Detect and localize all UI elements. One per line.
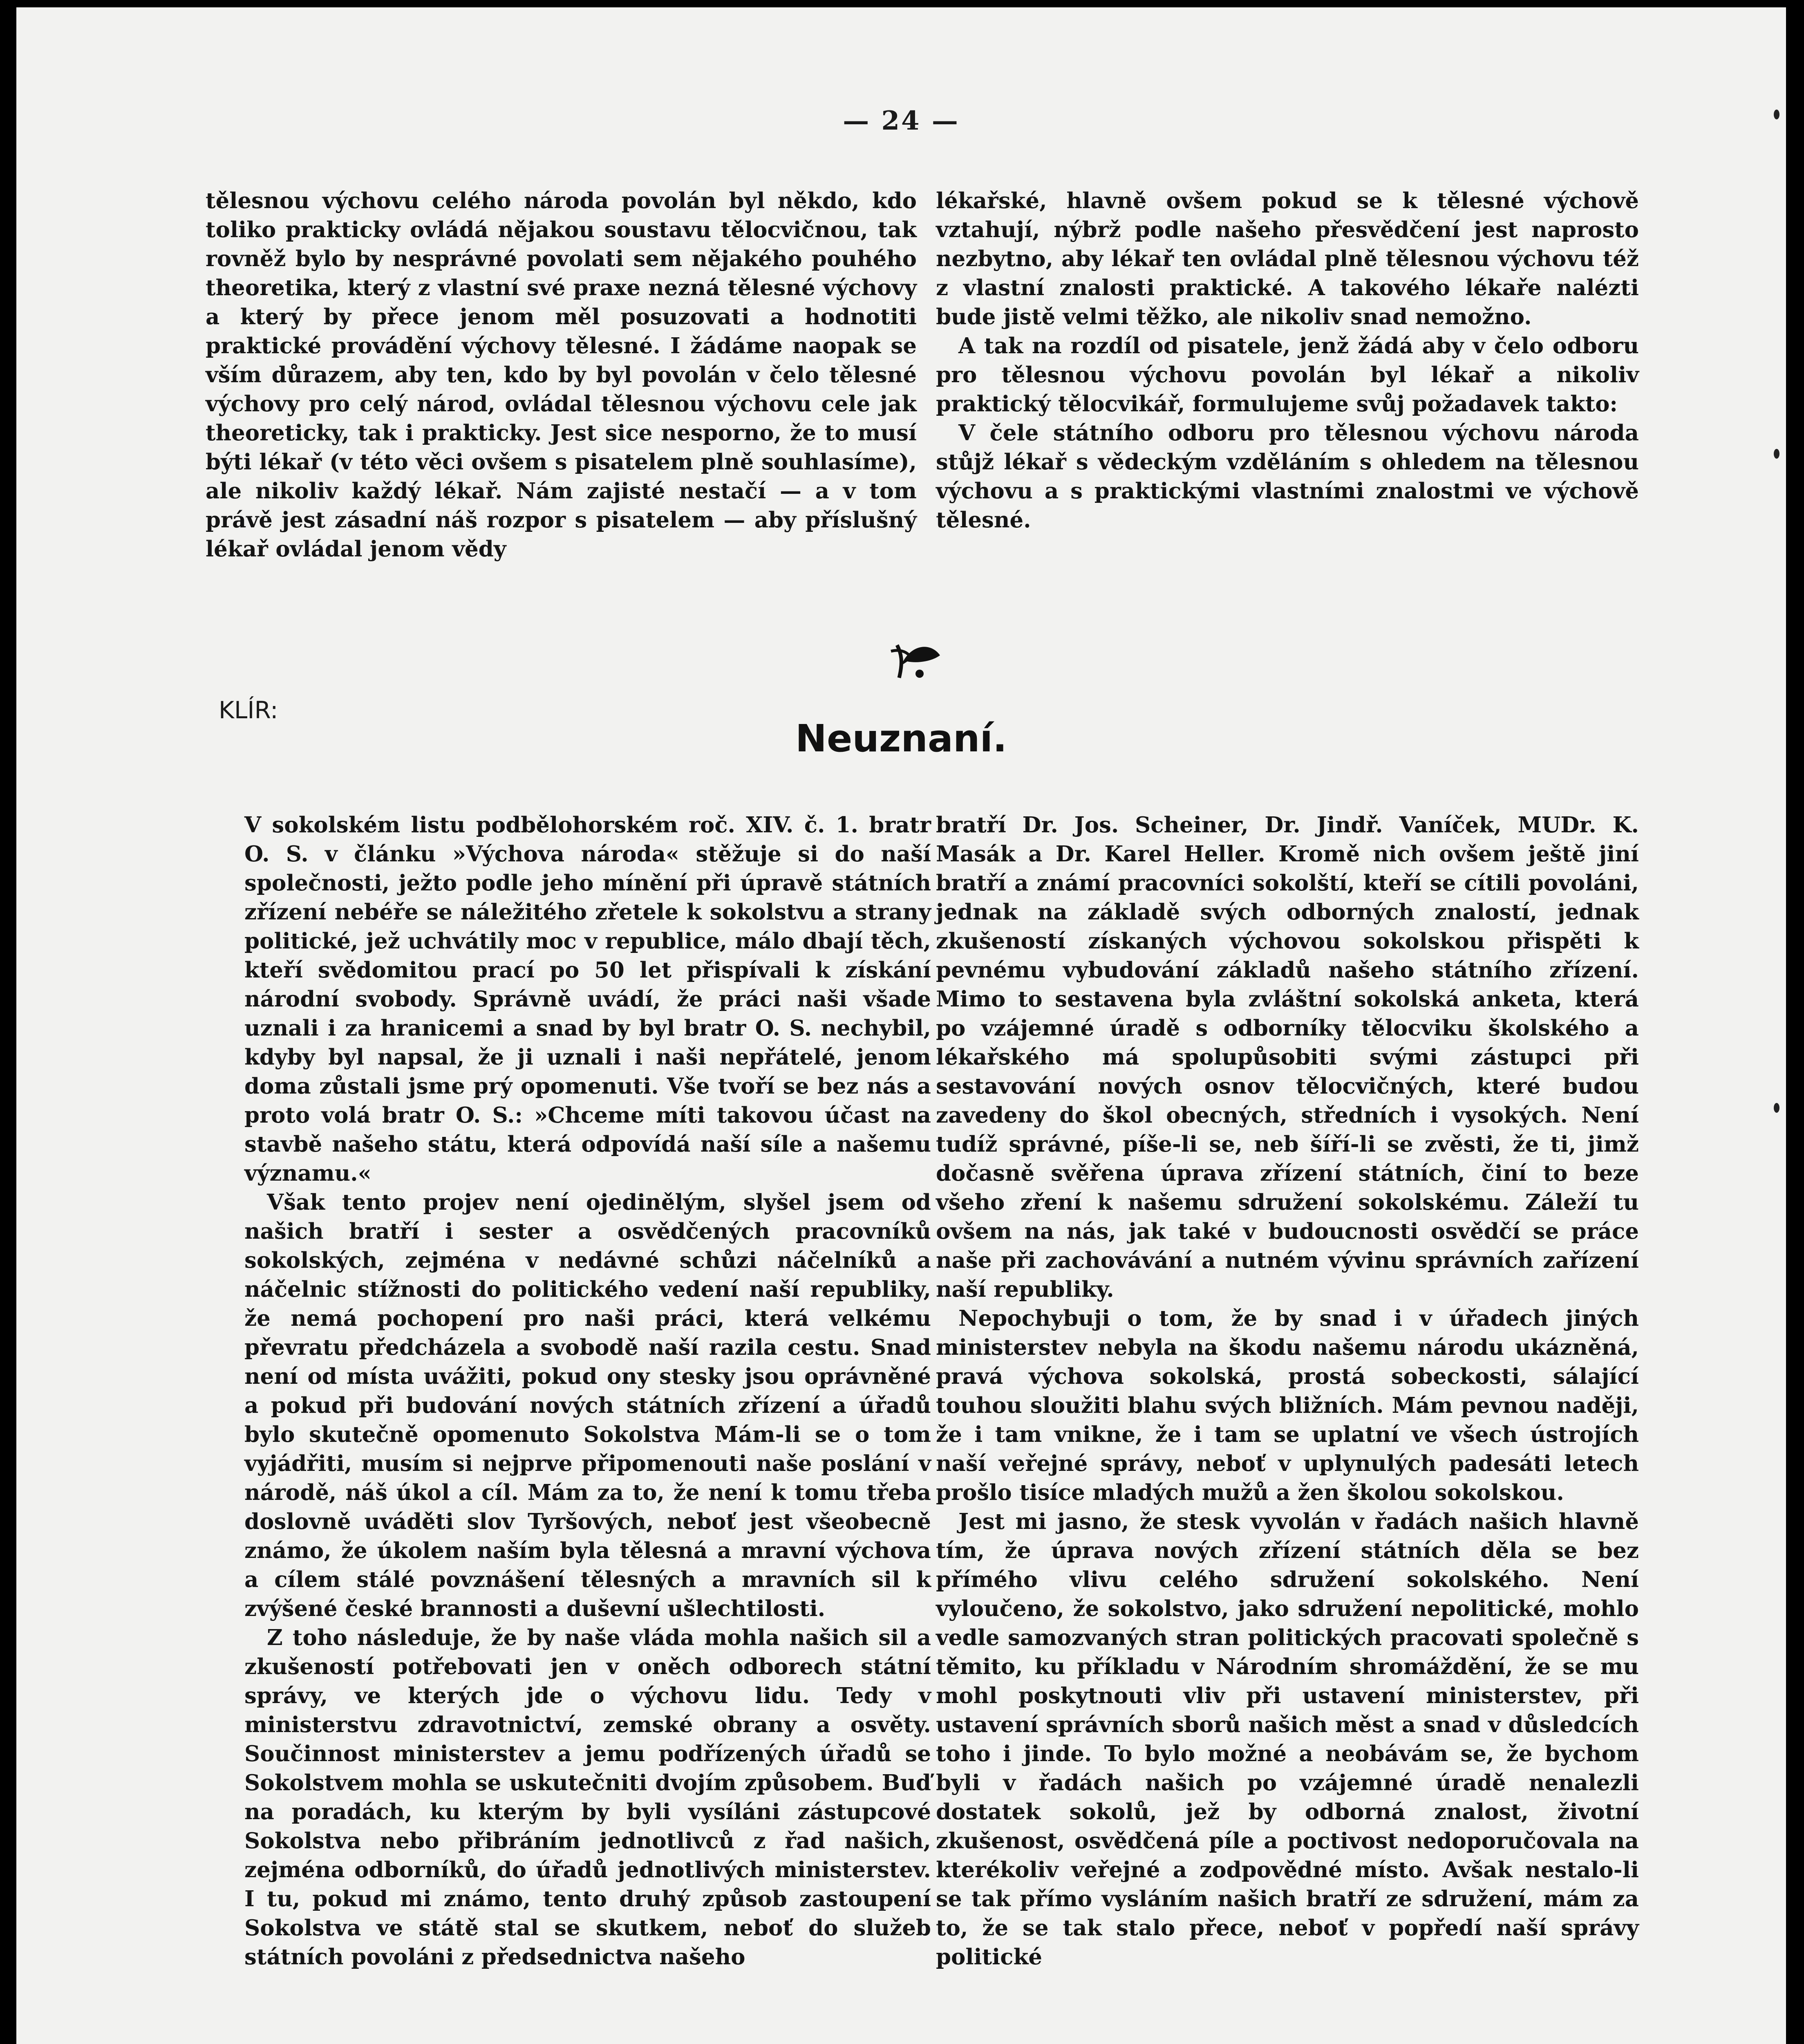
leaf-ornament-icon [885,633,946,686]
paragraph: bratří Dr. Jos. Scheiner, Dr. Jindř. Vaníček, MUDr. K. Masák a Dr. Karel Heller. Kromě nich ovšem ještě jiní bratří a známí pracovníci sokolští, kteří se cítili povoláni, jednak na základě svých odborných znalostí, jednak zkušeností získaných výchovou sokolskou přispěti k pevnému vybudování základů našeho státního zřízení. Mimo to sestavena byla zvláštní sokolská anketa, která po vzájemné úradě s odborníky tělocviku školského a lékařského má spolupůsobiti svými zástupci při sestavování nových osnov tělocvičných, které budou zavedeny do škol obecných, středních i vysokých. Není tudíž správné, píše-li se, neb šíří-li se zvěsti, že ti, jimž dočasně svěřena úprava zřízení státních, činí to beze všeho zření k našemu sdružení sokolskému. Záleží tu ovšem na nás, jak také v budoucnosti osvědčí se práce naše při zachovávání a nutném vývinu správních zařízení naší republiky. [936,812,1639,1302]
top-left-column [206,186,917,564]
scanned-page [16,7,1786,2044]
bottom-left-column [244,811,931,1972]
paragraph: Z toho následuje, že by naše vláda mohla našich sil a zkušeností potřebovati jen v oněch odborech státní správy, ve kterých jde o výchovu lidu. Tedy v ministerstvu zdravotnictví, zemské obrany a osvěty. Součinnost ministerstev a jemu podřízených úřadů se Sokolstvem mohla se uskutečniti dvojím způsobem. Buď na poradách, ku kterým by byli vysíláni zástupcové Sokolstva nebo přibráním jednotlivců z řad našich, zejména odborníků, do úřadů jednotlivých ministerstev. I tu, pokud mi známo, tento druhý způsob zastoupení Sokolstva ve státě stal se skutkem, neboť do služeb státních povoláni z předsednictva našeho [244,1625,931,1970]
paragraph: Však tento projev není ojedinělým, slyšel jsem od našich bratří i sester a osvědčených pracovníků sokolských, zejména v nedávné schůzi náčelníků a náčelnic stížnosti do politického vedení naší republiky, že nemá pochopení pro naši práci, která velkému převratu předcházela a svobodě naší razila cestu. Snad není od místa uvážiti, pokud ony stesky jsou oprávněné a pokud při budování nových státních zřízení a úřadů bylo skutečně opomenuto Sokolstva Mám-li se o tom vyjádřiti, musím si nejprve připomenouti naše poslání v národě, náš úkol a cíl. Mám za to, že není k tomu třeba doslovně uváděti slov Tyršových, neboť jest všeobecně známo, že úkolem naším byla tělesná a mravní výchova a cílem stálé povznášení tělesných a mravních sil k zvýšené české brannosti a duševní ušlechtilosti. [244,1190,931,1621]
paragraph: A tak na rozdíl od pisatele, jenž žádá aby v čelo odboru pro tělesnou výchovu povolán byl lékař a nikoliv praktický tělocvikář, formulujeme svůj požadavek takto: [936,333,1639,417]
article-author: KLÍR: [219,696,278,724]
scan-speck [1774,449,1779,459]
paragraph: Jest mi jasno, že stesk vyvolán v řadách našich hlavně tím, že úprava nových zřízení státních děla se bez přímého vlivu celého sdružení sokolského. Není vyloučeno, že sokolstvo, jako sdružení nepolitické, mohlo vedle samozvaných stran politických pracovati společně s těmito, ku příkladu v Národním shromáždění, že se mu mohl poskytnouti vliv při ustavení ministerstev, při ustavení správních sborů našich měst a snad v důsledcích toho i jinde. To bylo možné a neobávám se, že bychom byli v řadách našich po vzájemné úradě nenalezli dostatek sokolů, jež by odborná znalost, životní zkušenost, osvědčená píle a poctivost nedoporučovala na kterékoliv veřejné a zodpovědné místo. Avšak nestalo-li se tak přímo vysláním našich bratří ze sdružení, mám za to, že se tak stalo přece, neboť v popředí naší správy politické [936,1509,1639,1970]
paragraph: tělesnou výchovu celého národa povolán byl někdo, kdo toliko prakticky ovládá nějakou soustavu tělocvičnou, tak rovněž bylo by nesprávné povolati sem nějakého pouhého theoretika, který z vlastní své praxe nezná tělesné výchovy a který by přece jenom měl posuzovati a hodnotiti praktické provádění výchovy tělesné. I žádáme naopak se vším důrazem, aby ten, kdo by byl povolán v čelo tělesné výchovy pro celý národ, ovládal tělesnou výchovu cele jak theoreticky, tak i prakticky. Jest sice nesporno, že to musí býti lékař (v této věci ovšem s pisatelem plně souhlasíme), ale nikoliv každý lékař. Nám zajisté nestačí — a v tom právě jest zásadní náš rozpor s pisatelem — aby příslušný lékař ovládal jenom vědy [206,188,917,562]
bottom-right-column [936,811,1639,1972]
paragraph: V sokolském listu podbělohorském roč. XIV. č. 1. bratr O. S. v článku »Výchova národa« stěžuje si do naší společnosti, ježto podle jeho mínění při úpravě státních zřízení nebéře se náležitého zřetele k sokolstvu a strany politické, jež uchvátily moc v republice, málo dbají těch, kteří svědomitou prací po 50 let přispívali k získání národní svobody. Správně uvádí, že práci naši všade uznali i za hranicemi a snad by byl bratr O. S. nechybil, kdyby byl napsal, že ji uznali i naši nepřátelé, jenom doma zůstali jsme prý opomenuti. Vše tvoří se bez nás a proto volá bratr O. S.: »Chceme míti takovou účast na stavbě našeho státu, která odpovídá naší síle a našemu významu.« [244,812,931,1186]
paragraph: V čele státního odboru pro tělesnou výchovu národa stůjž lékař s vědeckým vzděláním s ohledem na tělesnou výchovu a s praktickými vlastními znalostmi ve výchově tělesné. [936,420,1639,533]
page-number: — 24 — [843,105,960,136]
paragraph: Nepochybuji o tom, že by snad i v úřadech jiných ministerstev nebyla na škodu našemu národu ukázněná, pravá výchova sokolská, prostá sobeckosti, sálající touhou sloužiti blahu svých bližních. Mám pevnou naději, že i tam vnikne, že i tam se uplatní ve všech ústrojích naší veřejné správy, neboť v uplynulých padesáti letech prošlo tisíce mladých mužů a žen školou sokolskou. [936,1306,1639,1505]
top-right-column [936,186,1639,535]
scan-speck [1774,1103,1779,1113]
article-title: Neuznaní. [795,717,1007,760]
scan-speck [1774,110,1779,119]
paragraph: lékařské, hlavně ovšem pokud se k tělesné výchově vztahují, nýbrž podle našeho přesvědčení jest naprosto nezbytno, aby lékař ten ovládal plně tělesnou výchovu též z vlastní znalosti praktické. A takového lékaře nalézti bude jistě velmi těžko, ale nikoliv snad nemožno. [936,188,1639,329]
